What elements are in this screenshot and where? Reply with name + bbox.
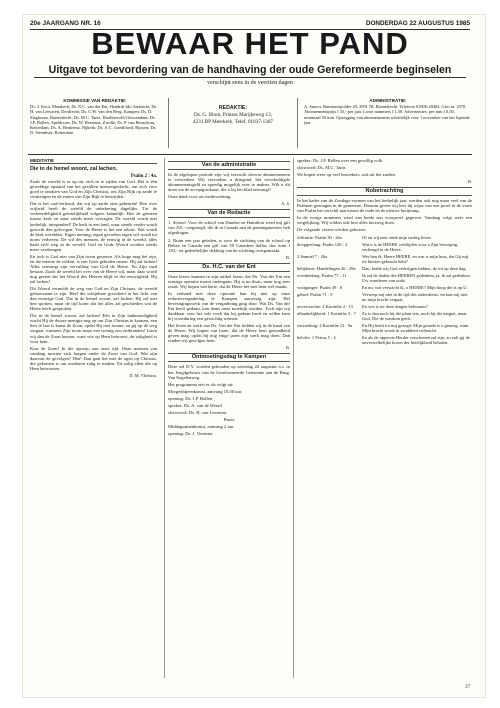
verse-text: Wer ben ik, Heere HEERE, en wat is mijn huis, dat Gij mij tot hiertoe gebracht hebt? [362, 253, 469, 264]
nobetrachting-paragraph: In het kader van de Zondags-vormen van het kerkelijk jaar, werden ook nog maar veel van de Psalmen gezongen in de gemeente. Daarom geven wij hier bij wijze van een proef in de vorm van Psalm het verschil aan tussen de oude en de nieuwe berijming. [297, 198, 472, 214]
verse-text: Dan, bidde wij God verkrijgen bidden, de tot op deze dag. [362, 265, 467, 271]
verse-row [297, 273, 472, 283]
administration-text: A. Smoor, Rummerspolder 20, 2991 NL Barendrecht. Telefoon 01806-28404. Giro nr. 1870. Abonnementsprijs f 35,- per jaar. Losse nummers f 1,50. Advertenties: per mm f 0,50, minimaal 50 mm. Opzegging van abonnementen schriftelijk voor 1 november van het lopende jaar. [304, 104, 470, 125]
van-der-ent-paragraph: In verband met deze operatie kan hij niet op onze redactievergadering te Kampen aanwezig zijn. Het bevestigingswerk van de vergadering ging door. Wat Ds. Van der Ent heeft gedaan, kan thans onze moeilijk worden. Toch zijn wij dankbaar voor het vele werk dat hij gedaan heeft en willen hem bij voortduring een gewichtig wensen. [168, 290, 290, 322]
nobetrachting-paragraph: De volgende verzen werden gekozen: [297, 227, 367, 233]
editorial-committee-box [30, 98, 160, 148]
verse-text: Verwerp mij niet in de tijd des ouderdoms; verlaat mij niet, nu mijn kracht vergaat. [362, 291, 469, 302]
verse-row [297, 242, 472, 252]
verse-reference: onverwachte: 2 Korinthe 2 : 15 [297, 304, 354, 310]
meditation-signature: D. M. Vlietstra. [129, 372, 157, 378]
meditation-paragraph: Kust de Zoon! In die oproep, aan onze tijd. Onze mensen van vandaag moeten zich buigen onder de Zoon van God. Wat zijn daarvan de gevolgen? Hen! Dan gaat het met de ogen op Christus, die gekomen is om zondaren zalig te maken. En zalig allen die op Hem betrouwen. [30, 345, 157, 371]
right-top-signature: B. [467, 179, 472, 185]
kampen-pause: Pauze [223, 416, 235, 422]
editorial-line-2: 4231 BP Meerkerk. Telef. 01837-1307 [192, 118, 274, 125]
nobetrachting-paragraph: In de vorige nummers werd van beide een voorproef gegeven. Vandaag volgt weer een vergelijking. Wij wilden ook hier alles kortweg doen. [297, 215, 472, 226]
verse-row [297, 335, 472, 345]
van-der-ent-signature: B. [285, 345, 290, 351]
publication-frequency: verschijnt eens in de veertien dagen [207, 80, 293, 86]
kampen-paragraph: opening: Ds. J.P. Bollen [168, 395, 213, 401]
page-number: 37 [465, 685, 470, 690]
header-divider [28, 154, 472, 155]
kampen-paragraph: opening: Ds. J. Veenstra [168, 430, 213, 436]
right-top-line: We hopen weer op veel bezoekers, ook uit het zuiden. [297, 172, 396, 178]
verse-text: En wie is tot deze dingen bekwaam? [362, 304, 428, 310]
meditation-paragraph: Dat is het oud-verbond, dat wij op aarde zien gebeuren! Hoe over vrijheid heeft de wereld de onbekering dagelijks. Tot de verkeerdeligheid geestelijkheid volgens kennelijk. Hoe de grenzen tussen kerk en staat steeds meer vervagen. De wereld wordt niet kerkelijk, integendeel! De kerk in een land, waar steeds verder wordt gezocht den gelovigen. Voor de Heere is het een tekort. Wat wordt de kerk wereldser. Eigen mening, eigen gevoelen eigen wil wordt tot norm verheven. De wil des mensen, de eeuwig in de wereld, alles haalt zich weg in de wereld. God en Gods Woord worden steeds meer verdrongen. [30, 201, 157, 252]
verse-reference: voorganger: Psalm 39 : 8 [297, 284, 343, 290]
verse-reference: doopgeefang: Psalm 126 : 2 [297, 241, 348, 247]
verse-reference: verzoeking: 2 Korinthe 12 : 9a [297, 323, 353, 329]
meditation-paragraph: Dit Woord vermeldt de weg van God en Zijn Christus, de wereld gehoorzaam te zijn. Heel die schijnbare grootheid in het licht van den eeuwige God. Die in de hemel woont, zal lachen. Hij zal met hen spotten, maar de tijd komt dat het alles zal geschieden wat de Heere heeft gesproken. [30, 286, 157, 312]
verse-row [297, 266, 472, 271]
van-der-ent-paragraph: Onze lezers kunnen in zijn artikel lezen, dat Ds. Van der Ent een ernstige operatie moest ondergaan. Hij is nu thuis, maar nog zeer zwak. Wij hopen van harte, dat de Heere het met hem wel maakt. [168, 273, 290, 289]
verse-text: En Hij heeft tot mij gezegd: Mijn genade is u genoeg, want Mijn kracht wordt in zwakheid volbracht. [362, 323, 469, 334]
nobetrachting-title: Nobetrachting [297, 187, 472, 196]
verse-text: En als de opperste Herder verschenen zal zijn, zo zult gij de onverwelkelijke kroon der heerlijkheid behalen. [362, 335, 470, 346]
meditation-label: MEDITATIE [30, 158, 157, 164]
van-der-ent-title: Ds. H.C. van der Ent [168, 263, 290, 272]
kampen-paragraph: Middagsamenkomst, aanvang 2 uur [168, 423, 234, 429]
editorial-committee-text: Ds. J. Kooi, Maarkerk; Dr. N.C. van der Ent, Hendrik-Ido-Ambacht; Ds. H. van Leeuwen, Dordrecht; Ds. C.W. van den Berg, Kampen; Ds. D. Slagboom, Barendrecht; Ds. M.C. Tanis, Hardinxveld-Giessendam; Ds. J.P. Bollen, Apeldoorn; Ds. W. Heerema, Zwolle; Dr. P. van Beusekom, Rotterdam; Ds. A. Beukema, Nijkerk; Ds. A.C. Goedbloed, Rijssen; Ds. D. Steenhuis, Rotterdam [30, 104, 158, 136]
verse-reference: belofte: 1 Petrus 5 : 4 [297, 335, 336, 341]
editorial-notice-paragraph: 2. Ruim een jaar geleden, is voor de stichting van de school op Belize en Canada een gift van 50 Canadese dollar, dus ruim f 130,- tot gedeeltelijke dekking van de stichting overgemaakt. [168, 237, 290, 253]
editorial-committee-title: KOMMISSIE VAN REDAKTIE: [63, 98, 127, 103]
administration-notice-paragraph: Onze dank voor uw medewerking. [168, 194, 232, 200]
editorial-box [168, 98, 298, 148]
editorial-notice-title: Van de Redactie [168, 209, 290, 218]
column-notices [164, 158, 294, 678]
editorial-notice-signature: B. [285, 254, 290, 260]
right-top-line: slotwoord: Ds. M.C. Tanis [297, 165, 346, 171]
van-der-ent-paragraph: Het leven en werk van Ds. Van der Ent bidden wij in de hand van de Heere. Wij hopen van harte, dat de Heere hem gezondheid geven mag, opdat hij nog enige jaren zijn werk mag doen. Dan vinden wij gevolgen hem. [168, 323, 290, 344]
issue-number: 20e JAARGANG NR. 16 [30, 20, 101, 27]
kampen-paragraph: Morgenbijeenkomst, aanvang 10.30 uur. [168, 388, 243, 394]
verse-reference: feliciatie: Psalm 30 : 26a [297, 234, 342, 240]
column-right [297, 158, 472, 678]
verse-row [297, 304, 472, 309]
meditation-paragraph: Zoals de wereld is er op uit, zich in te zijden van God. Het is één geweldige opstand van het gevallen mensengeslacht, om zich voor goed te ontdoen van God en Zijn Christus, om Zijn Rijk op aarde te vernietigen en de zonen van Zijn Rijk te bestrijden. [30, 179, 157, 200]
editorial-line-1: Ds. G. Blom, Prinses Marijkeweg 13, [194, 112, 272, 119]
kampen-paragraph: Het programma ziet er als volgt uit: [168, 381, 234, 387]
verse-row [297, 323, 472, 333]
column-meditation [30, 158, 157, 678]
kampen-paragraph: Deze zal D.V. worden gehouden op zaterdag 24 augustus a.s. in het Jeugdgebouw van de Gereformeerde Gemeente aan de Burg. Van Engelenweg. [168, 364, 290, 380]
issue-date: DONDERDAG 22 AUGUSTUS 1985 [365, 20, 470, 27]
verse-text: Ik zal de daden des HEEREN gedenken, ja, ik zal gedenken Uw wonderen van ouds. [362, 272, 470, 283]
meditation-paragraph: Die in de hemel woont, zal lachen! Eén in Zijn lankmoedigheid wacht Hij de dwaze menigte nog op om Zijn Christus te kaatsen, een hert te laat is kunst de Zoon, opdat Hij niet toorne, zo gij op de weg vergaat, wanneer Zijn toorn maar een weinig zou ontbranden! Laten wij dan de Zoon kussen, want wie op Hem betrouwt, de zaligheid is voor hem. [30, 313, 157, 344]
editorial-title: REDAKTIE: [218, 105, 248, 111]
administration-box [304, 98, 472, 148]
verse-row [297, 235, 472, 240]
meditation-title: Die in de hemel woont, zal lachen. [30, 166, 118, 173]
verse-row [297, 254, 472, 264]
verse-row [297, 292, 472, 302]
meditation-reference: Psalm 2 : 4a. [130, 174, 157, 180]
verse-text: En nu, wat verwacht ik, o HEERE? Mijn hoop die is op U. [362, 284, 468, 290]
kampen-paragraph: slotwoord: Ds. H. van Leeuwen [168, 409, 227, 415]
masthead-title: BEWAAR HET PAND [91, 26, 409, 61]
verse-text: Zo is dan noch hij die plant iets, noch hij die natgiet, maar God, Die de wasdom geeft. [362, 311, 467, 322]
verse-reference: afhankelijkheid: 1 Korinthe 3 : 7 [297, 311, 356, 317]
meditation-paragraph: En toch is God niet van Zijn troon gestoten. Als hoge mag het zijn, en die meeste de volken, is van Gods geboden rusten. Hij zal lachen! Alles ontvangt zijn vervulling van God de Heere. En Zijn raad bestaat. Zoals de wereld het over van de Heere wil, maar daar wordt nog gezien dat het Woord des Heeren blijft in der eeuwigheid. Hij zal lachen! [30, 253, 157, 285]
verse-row [297, 285, 472, 290]
kampen-paragraph: spreker: Ds. A. van de Weerd [168, 402, 222, 408]
administration-notice-title: Van de administratie [168, 161, 290, 170]
verse-reference: belijdenis: Handelingen 26 : 29a [297, 265, 356, 271]
verse-text: Of en wij neer sterk mijn nadrig leven. [362, 234, 432, 240]
verse-row [297, 311, 472, 321]
verse-text: Wat u is de HEERE verblijden voor u Zijn beweging, verheugd in de Heere. [362, 241, 459, 252]
editorial-notice-paragraph: 1. School. Voor de school van Dundee en Hamilton werd mij gift van J10,- toegezegd, die ik in Canada aan de penningmeester heb afgedragen. [168, 220, 290, 236]
verse-reference: 2 Samuël 7 : 26a [297, 253, 328, 259]
right-top-line: spreker: Ds. J.P. Bollen over een gewillig volk [297, 158, 383, 163]
masthead-subtitle: Uitgave tot bevordering van de handhaving der oude Gereformeerde beginselen [34, 64, 466, 78]
verse-reference: gebed: Psalm 71 : 9 [297, 291, 333, 297]
verse-reference: overdenking: Psalm 77 : 11 [297, 272, 347, 278]
administration-title: ADMINISTRATIE: [369, 98, 407, 103]
administration-notice-signature: A. S. [281, 201, 290, 207]
kampen-title: Ontmoetingsdag te Kampen [168, 353, 290, 362]
administration-notice-paragraph: In de afgelopen periode zijn wij verzocht diverse abonnementen te verwerken. Wij verzoeken u dringend, het verschuldigde abonnementsgeld zo spoedig mogelijk over te maken. Wilt u dit doen via de acceptgirokaart, die u bij het blad ontvangt? [168, 172, 290, 193]
